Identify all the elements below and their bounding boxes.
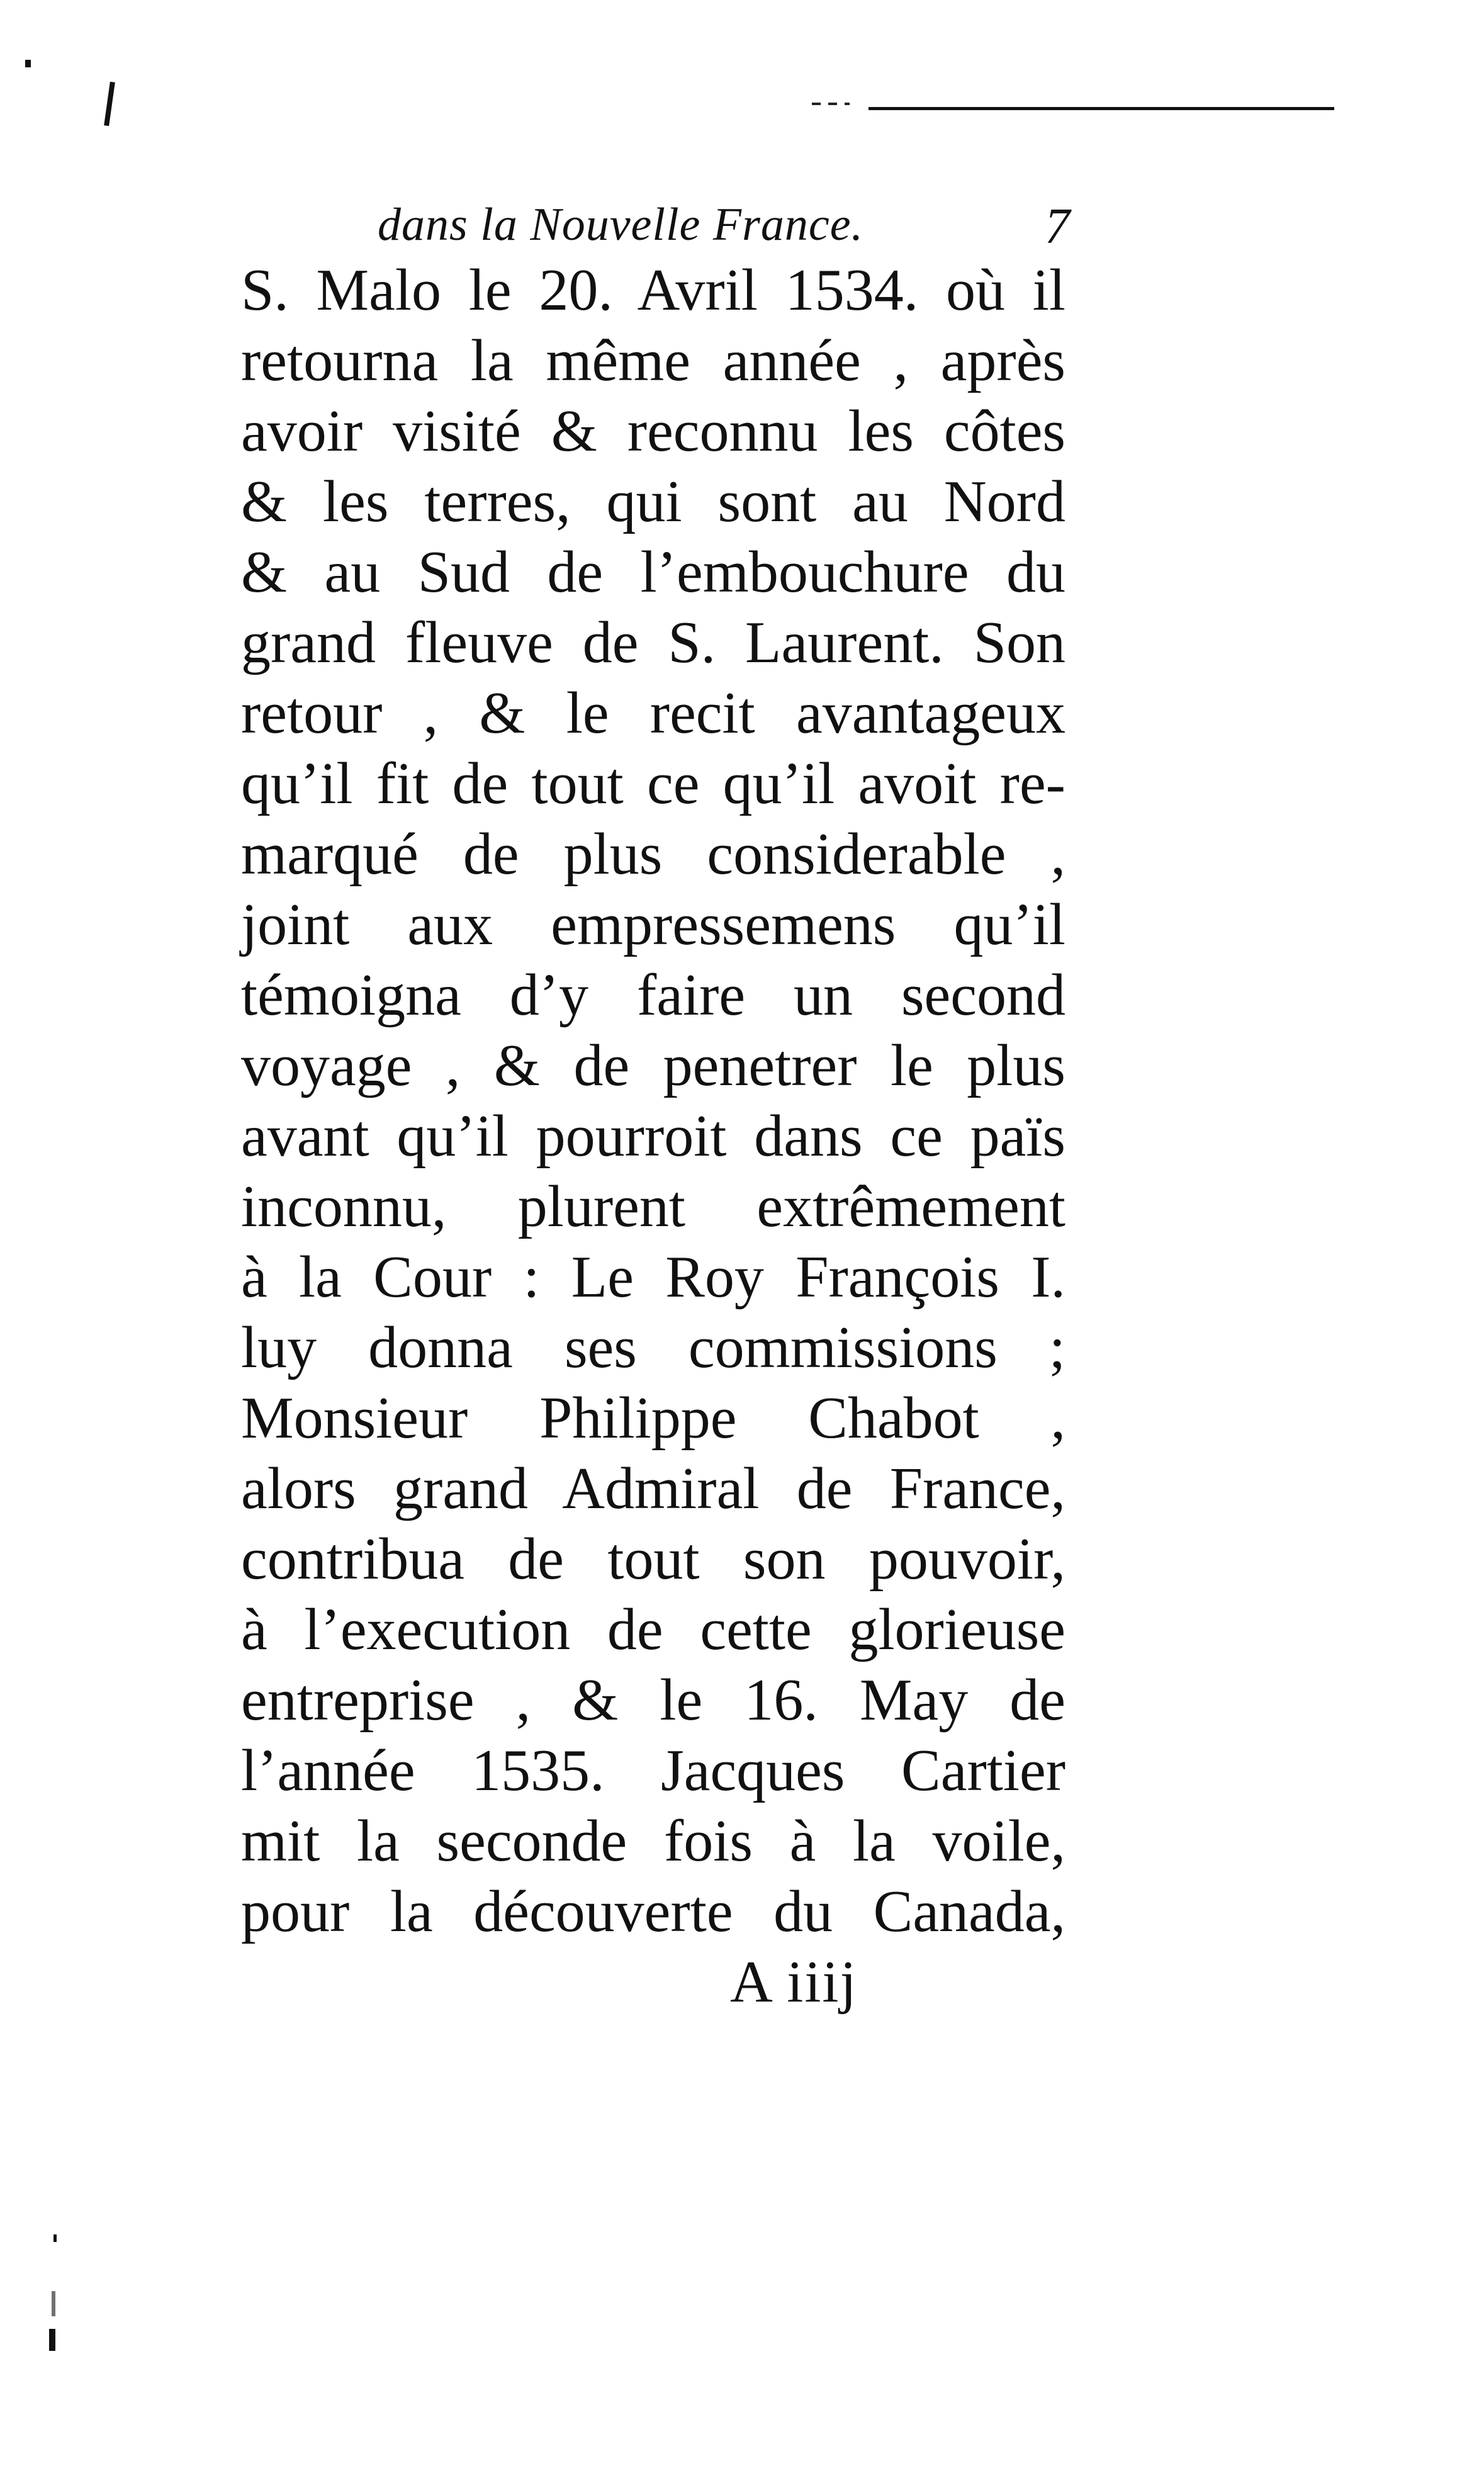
text-line: l’année 1535. Jacques Cartier (241, 1738, 1065, 1803)
text-line: témoigna d’y faire un second (241, 962, 1065, 1028)
edge-mark-top-left (25, 60, 31, 67)
edge-mark-bottom-left-3 (49, 2329, 55, 2351)
signature-mark: A iiij (730, 1949, 858, 2015)
text-line: marqué de plus considerable , (241, 821, 1065, 887)
edge-mark-bottom-left-1 (53, 2234, 57, 2242)
text-line: & au Sud de l’embouchure du (241, 539, 1065, 605)
text-line: inconnu, plurent extrêmement (241, 1174, 1065, 1239)
text-line: grand fleuve de S. Laurent. Son (241, 610, 1065, 675)
text-line: luy donna ses commissions ; (241, 1315, 1065, 1380)
body-text (241, 255, 1065, 1947)
top-rule (868, 107, 1334, 110)
text-line: pour la découverte du Canada, (241, 1879, 1065, 1944)
text-line: alors grand Admiral de France, (241, 1456, 1065, 1521)
text-line: entreprise , & le 16. May de (241, 1667, 1065, 1733)
top-rule-dash (812, 103, 850, 105)
text-line: retourna la même année , après (241, 328, 1065, 393)
edge-mark-corner (104, 82, 115, 126)
page-number: 7 (1045, 199, 1070, 254)
text-line: joint aux empressemens qu’il (241, 892, 1065, 957)
text-line: voyage , & de penetrer le plus (241, 1033, 1065, 1098)
running-title: dans la Nouvelle France. (378, 199, 864, 251)
edge-mark-bottom-left-2 (52, 2291, 55, 2316)
text-line: retour , & le recit avantageux (241, 680, 1065, 746)
text-line: mit la seconde fois à la voile, (241, 1808, 1065, 1874)
text-line: avant qu’il pourroit dans ce païs (241, 1103, 1065, 1169)
text-line: S. Malo le 20. Avril 1534. où il (241, 257, 1065, 323)
text-line: & les terres, qui sont au Nord (241, 469, 1065, 534)
text-line: à l’execution de cette glorieuse (241, 1597, 1065, 1662)
text-line: qu’il fit de tout ce qu’il avoit re- (241, 751, 1065, 816)
text-line: contribua de tout son pouvoir, (241, 1526, 1065, 1592)
text-line: Monsieur Philippe Chabot , (241, 1385, 1065, 1451)
text-line: avoir visité & reconnu les côtes (241, 398, 1065, 464)
text-line: à la Cour : Le Roy François I. (241, 1244, 1065, 1310)
